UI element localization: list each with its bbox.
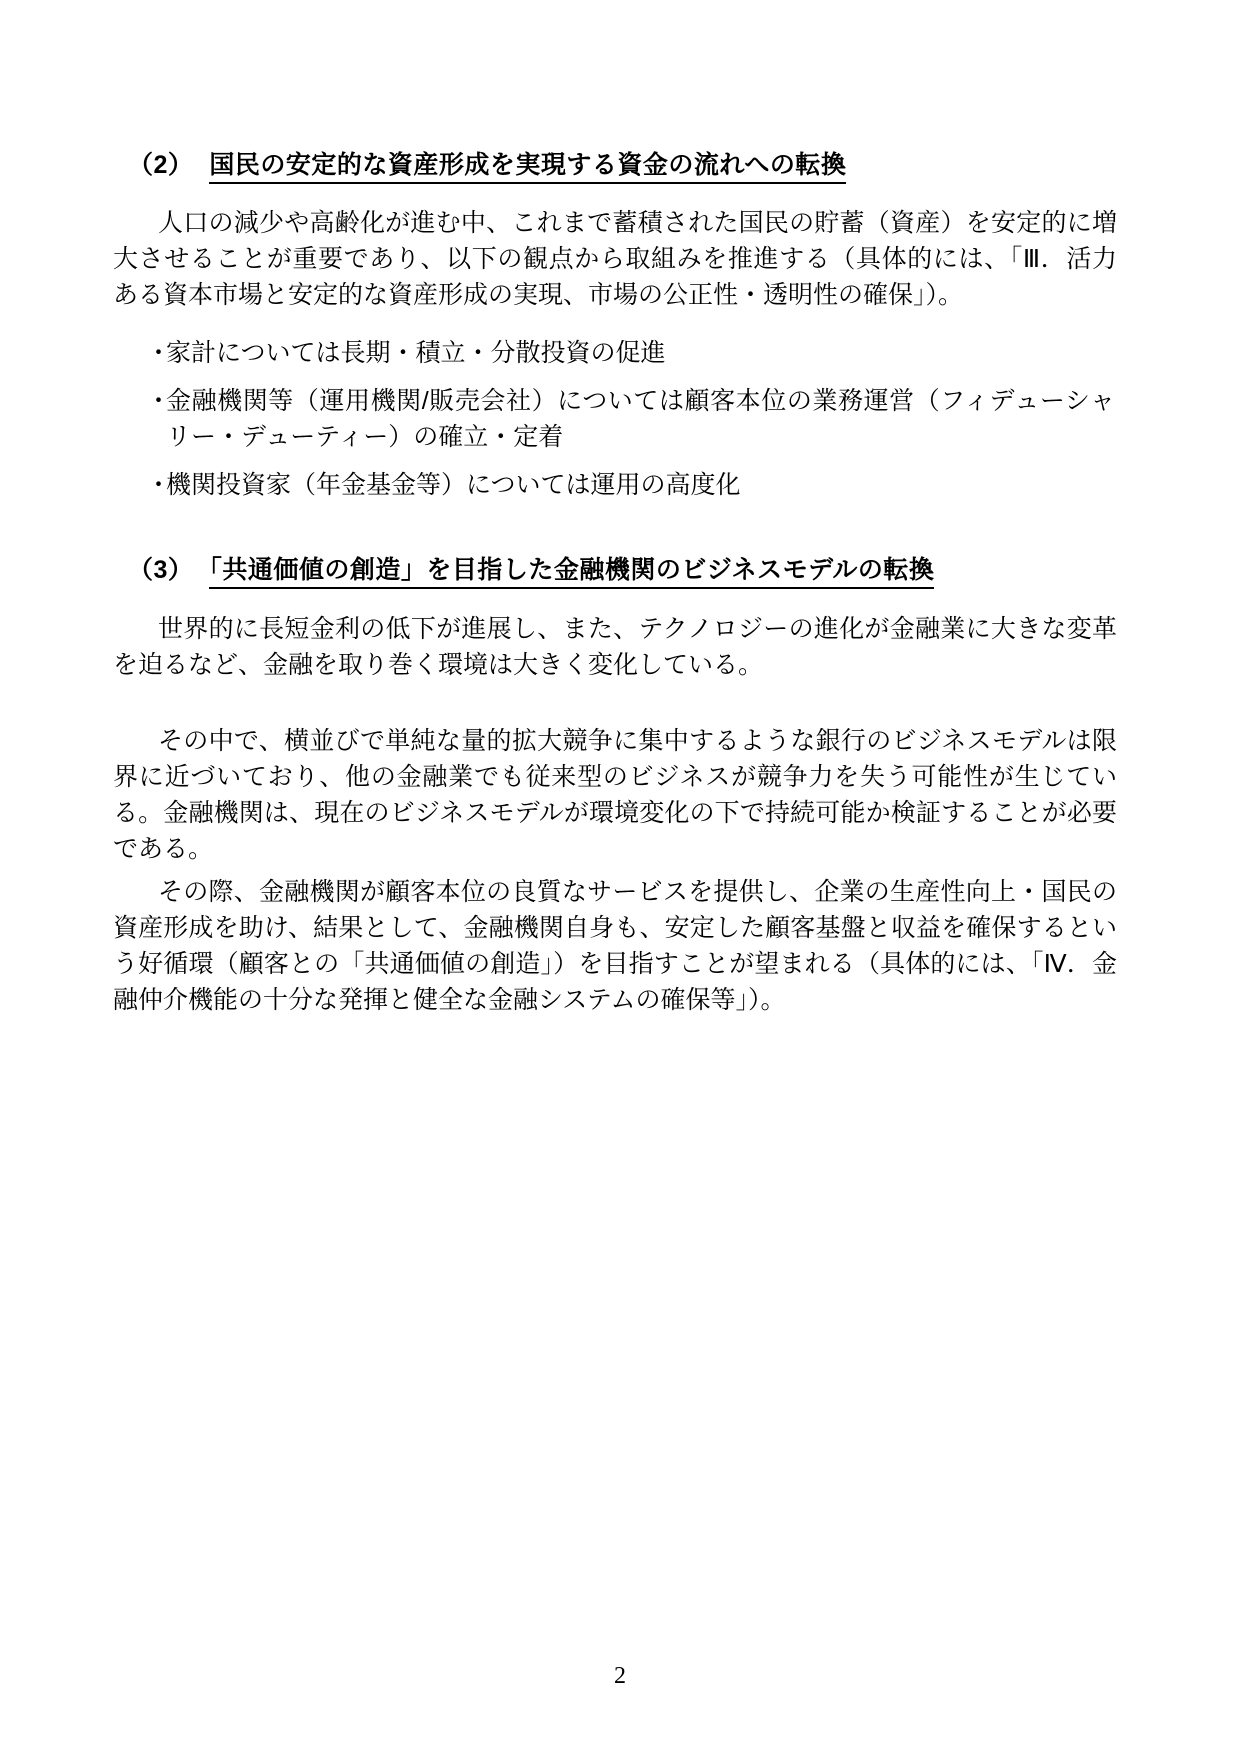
section-3-heading [128, 555, 1117, 585]
section-2-heading [128, 150, 1117, 180]
page-number: 2 [614, 1663, 626, 1689]
bullet-marker: ・ [146, 387, 172, 415]
section-3 [113, 555, 1117, 1018]
section-2-bullet-list [113, 335, 1117, 503]
bullet-marker: ・ [146, 339, 172, 367]
bullet-item [113, 383, 1117, 455]
section-2 [113, 150, 1117, 503]
section-3-number: （3） [128, 556, 194, 584]
bullet-text: 機関投資家（年金基金等）については運用の高度化 [166, 471, 741, 499]
bullet-marker: ・ [146, 471, 172, 499]
bullet-item [113, 335, 1117, 371]
section-3-title: 「共通価値の創造」を目指した金融機関のビジネスモデルの転換 [209, 556, 934, 589]
bullet-text: 家計については長期・積立・分散投資の促進 [166, 339, 666, 367]
section-3-paragraph-1: 世界的に長短金利の低下が進展し、また、テクノロジーの進化が金融業に大きな変革を迫るなど、金融を取り巻く環境は大きく変化している。 [113, 615, 1117, 679]
section-2-number: （2） [128, 151, 194, 179]
bullet-text: 金融機関等（運用機関/販売会社）については顧客本位の業務運営（フィデューシャリー・デューティー）の確立・定着 [166, 387, 1115, 451]
section-2-title: 国民の安定的な資産形成を実現する資金の流れへの転換 [209, 151, 846, 184]
section-3-paragraph-3: その際、金融機関が顧客本位の良質なサービスを提供し、企業の生産性向上・国民の資産形成を助け、結果として、金融機関自身も、安定した顧客基盤と収益を確保するという好循環（顧客との「共通価値の創造」）を目指すことが望まれる（具体的には、「Ⅳ．金融仲介機能の十分な発揮と健全な金融システムの確保等」）。 [113, 878, 1117, 1014]
bullet-item [113, 467, 1117, 503]
section-2-intro-paragraph: 人口の減少や高齢化が進む中、これまで蓄積された国民の貯蓄（資産）を安定的に増大させることが重要であり、以下の観点から取組みを推進する（具体的には、「Ⅲ．活力ある資本市場と安定的な資産形成の実現、市場の公正性・透明性の確保」）。 [113, 209, 1117, 309]
section-3-paragraph-2: その中で、横並びで単純な量的拡大競争に集中するような銀行のビジネスモデルは限界に近づいており、他の金融業でも従来型のビジネスが競争力を失う可能性が生じている。金融機関は、現在のビジネスモデルが環境変化の下で持続可能か検証することが必要である。 [113, 727, 1117, 863]
